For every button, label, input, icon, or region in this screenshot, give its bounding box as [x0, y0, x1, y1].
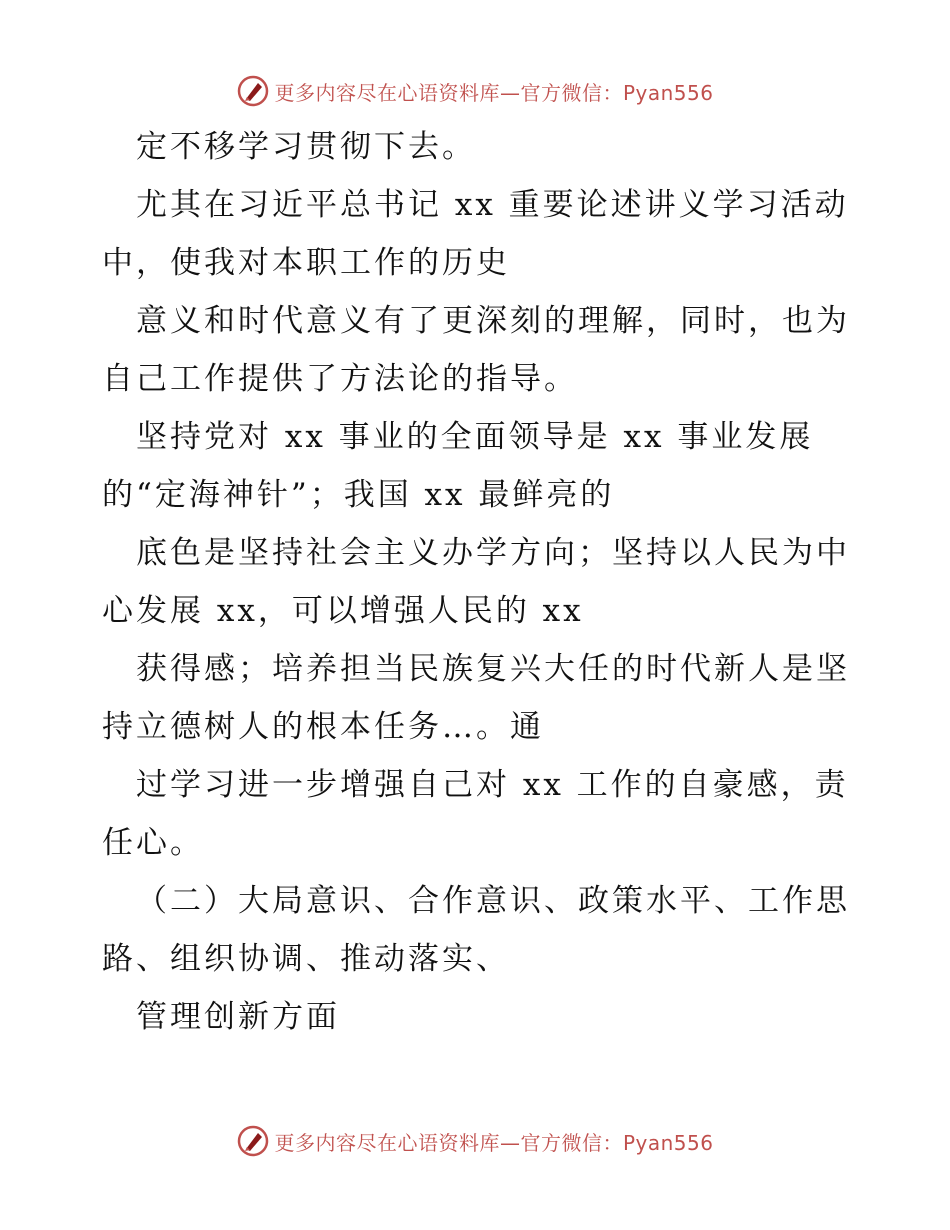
body-text-line: 尤其在习近平总书记 xx 重要论述讲义学习活动: [136, 187, 849, 223]
body-text-line: 任心。: [102, 825, 204, 861]
body-text-line: 持立德树人的根本任务…。通: [102, 709, 544, 745]
body-text-line: 意义和时代意义有了更深刻的理解，同时，也为: [136, 303, 850, 339]
body-text-line: 自己工作提供了方法论的指导。: [102, 361, 578, 397]
footer-watermark-text: 更多内容尽在心语资料库—官方微信：Pyan556: [274, 1130, 714, 1155]
pen-nib-icon: [236, 74, 270, 108]
body-text-line: 底色是坚持社会主义办学方向；坚持以人民为中: [136, 535, 850, 571]
body-text-line: （二）大局意识、合作意识、政策水平、工作思: [136, 883, 850, 919]
footer-watermark: [0, 1124, 950, 1158]
body-text-line: 的“定海神针”；我国 xx 最鲜亮的: [102, 477, 615, 513]
body-text-line: 心发展 xx，可以增强人民的 xx: [102, 593, 584, 629]
body-text-line: 中，使我对本职工作的历史: [102, 245, 510, 281]
pen-nib-icon: [236, 1124, 270, 1158]
document-body: [102, 118, 852, 1046]
body-text-line: 定不移学习贯彻下去。: [136, 129, 476, 165]
body-text-line: 路、组织协调、推动落实、: [102, 941, 510, 977]
body-text-line: 过学习进一步增强自己对 xx 工作的自豪感，责: [136, 767, 849, 803]
body-text-line: 管理创新方面: [136, 999, 340, 1035]
header-watermark-text: 更多内容尽在心语资料库—官方微信：Pyan556: [274, 80, 714, 105]
body-text-line: 获得感；培养担当民族复兴大任的时代新人是坚: [136, 651, 850, 687]
header-watermark: [0, 74, 950, 108]
body-text-line: 坚持党对 xx 事业的全面领导是 xx 事业发展: [136, 419, 814, 455]
